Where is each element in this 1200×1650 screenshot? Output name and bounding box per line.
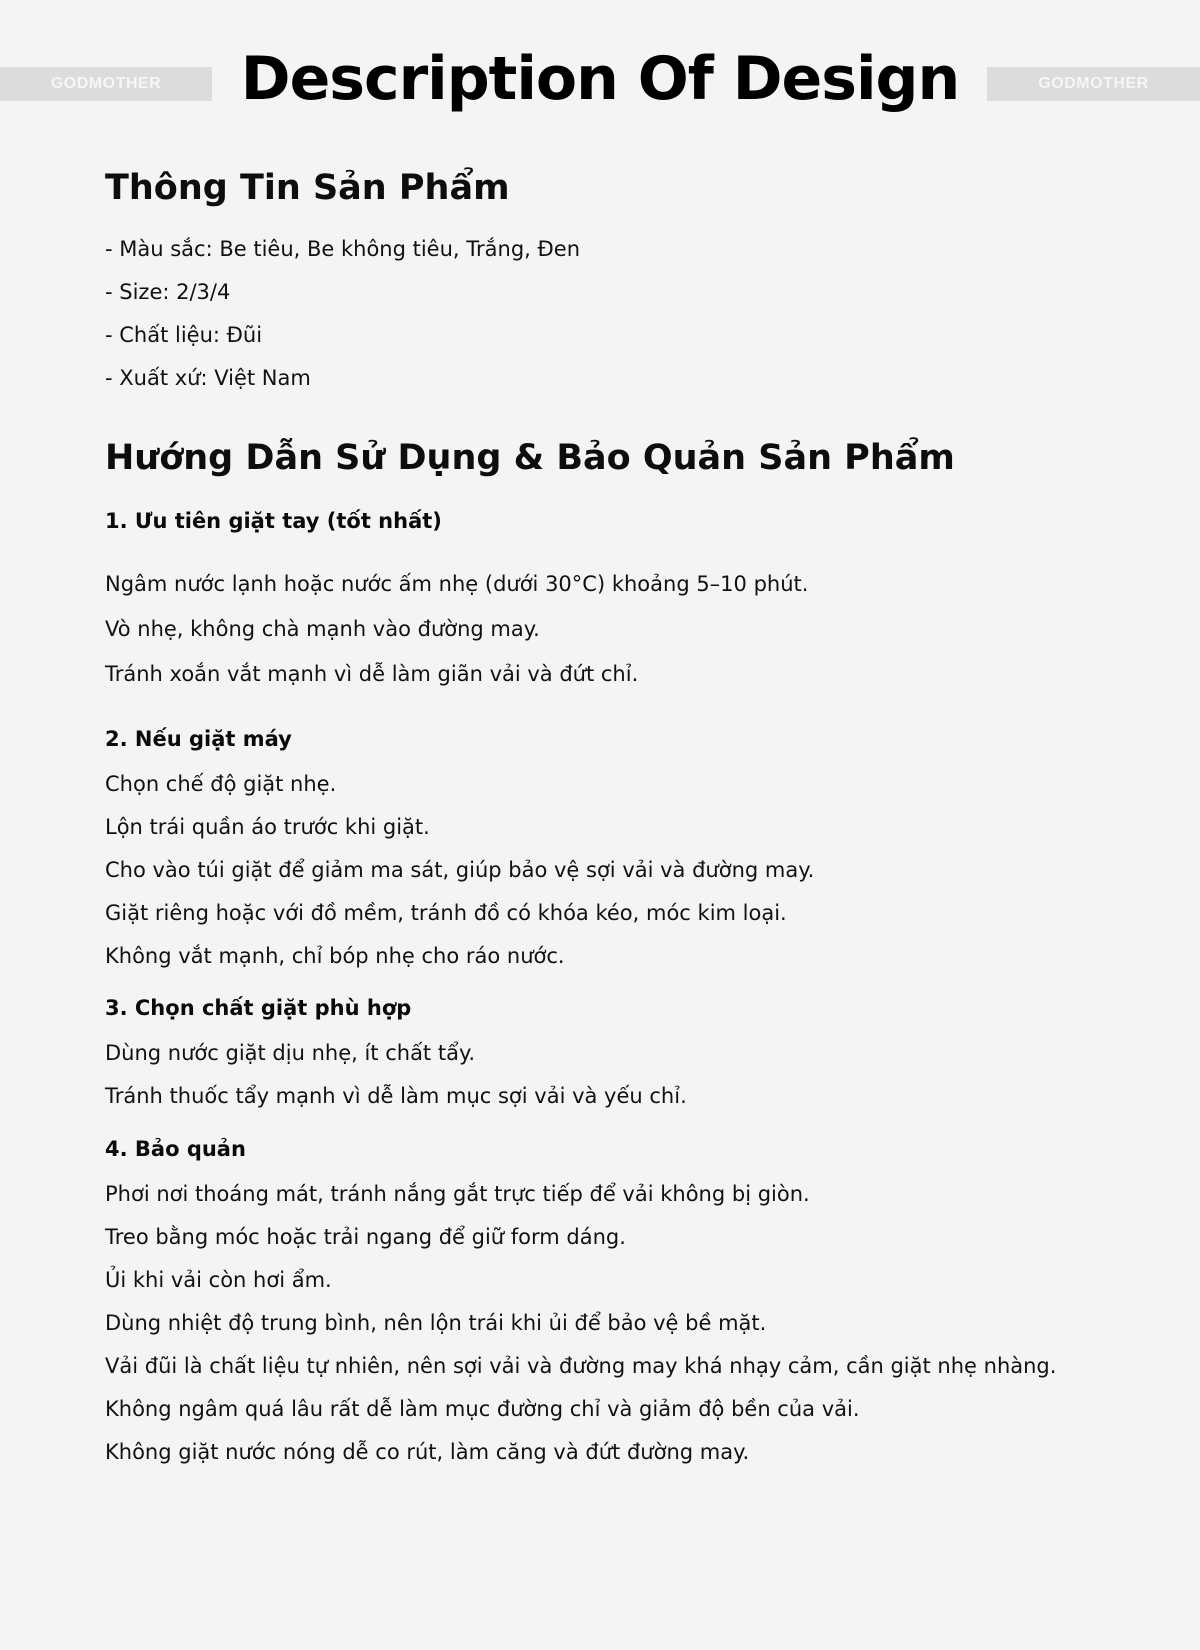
- care-section-title: 3. Chọn chất giặt phù hợp: [105, 996, 412, 1020]
- care-line: Treo bằng móc hoặc trải ngang để giữ form dáng.: [105, 1225, 626, 1249]
- care-line: Vò nhẹ, không chà mạnh vào đường may.: [105, 617, 540, 641]
- care-line: Giặt riêng hoặc với đồ mềm, tránh đồ có khóa kéo, móc kim loại.: [105, 901, 787, 925]
- care-section-title: 4. Bảo quản: [105, 1137, 246, 1161]
- brand-watermark-left: GODMOTHER: [0, 67, 212, 101]
- care-line: Không ngâm quá lâu rất dễ làm mục đường chỉ và giảm độ bền của vải.: [105, 1397, 860, 1421]
- page-title: Description Of Design: [240, 44, 960, 114]
- care-line: Phơi nơi thoáng mát, tránh nắng gắt trực tiếp để vải không bị giòn.: [105, 1182, 810, 1206]
- care-line: Vải đũi là chất liệu tự nhiên, nên sợi vải và đường may khá nhạy cảm, cần giặt nhẹ nhàng.: [105, 1354, 1057, 1378]
- product-info-line: - Size: 2/3/4: [105, 280, 231, 304]
- care-line: Dùng nước giặt dịu nhẹ, ít chất tẩy.: [105, 1041, 476, 1065]
- care-line: Ngâm nước lạnh hoặc nước ấm nhẹ (dưới 30°C) khoảng 5–10 phút.: [105, 572, 809, 596]
- product-info-line: - Màu sắc: Be tiêu, Be không tiêu, Trắng, Đen: [105, 237, 581, 261]
- care-section-title: 1. Ưu tiên giặt tay (tốt nhất): [105, 509, 442, 533]
- care-line: Ủi khi vải còn hơi ẩm.: [105, 1268, 332, 1292]
- care-line: Lộn trái quần áo trước khi giặt.: [105, 815, 430, 839]
- care-line: Chọn chế độ giặt nhẹ.: [105, 772, 337, 796]
- care-section-title: 2. Nếu giặt máy: [105, 727, 292, 751]
- care-guide-heading: Hướng Dẫn Sử Dụng & Bảo Quản Sản Phẩm: [105, 438, 955, 478]
- care-line: Cho vào túi giặt để giảm ma sát, giúp bảo vệ sợi vải và đường may.: [105, 858, 815, 882]
- care-line: Tránh xoắn vắt mạnh vì dễ làm giãn vải và đứt chỉ.: [105, 662, 639, 686]
- brand-watermark-right: GODMOTHER: [987, 67, 1200, 101]
- product-info-heading: Thông Tin Sản Phẩm: [105, 168, 510, 208]
- care-line: Không vắt mạnh, chỉ bóp nhẹ cho ráo nước.: [105, 944, 565, 968]
- care-line: Tránh thuốc tẩy mạnh vì dễ làm mục sợi vải và yếu chỉ.: [105, 1084, 687, 1108]
- care-line: Không giặt nước nóng dễ co rút, làm căng và đứt đường may.: [105, 1440, 750, 1464]
- product-info-line: - Chất liệu: Đũi: [105, 323, 263, 347]
- care-line: Dùng nhiệt độ trung bình, nên lộn trái khi ủi để bảo vệ bề mặt.: [105, 1311, 767, 1335]
- product-info-line: - Xuất xứ: Việt Nam: [105, 366, 311, 390]
